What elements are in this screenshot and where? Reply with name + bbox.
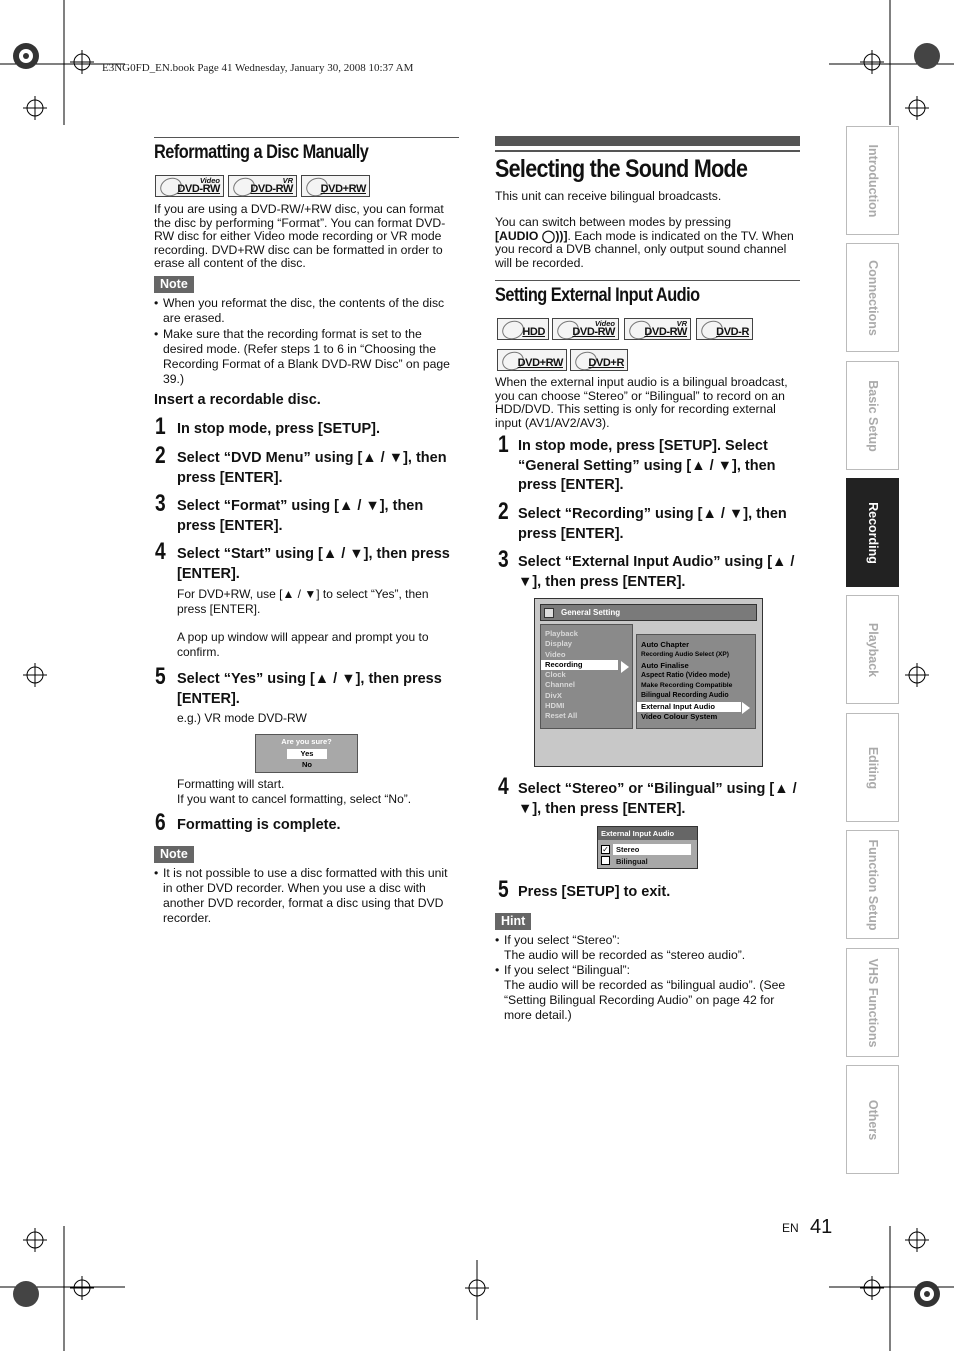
menu-item: HDMI <box>545 701 565 711</box>
hdd-logo: HDD <box>497 318 549 340</box>
section-rule <box>154 137 459 138</box>
step-number: 5 <box>155 663 166 690</box>
step-detail: If you want to cancel formatting, select “No”. <box>177 792 412 806</box>
step-number: 3 <box>155 490 166 517</box>
menu-item: Reset All <box>545 711 578 721</box>
step-number: 2 <box>155 442 166 469</box>
step-text: Select “Format” using [▲ / ▼], then press [ENTER]. <box>177 498 424 534</box>
step-text: In stop mode, press [SETUP]. Select “General Setting” using [▲ / ▼], then press [ENTER]. <box>518 438 776 493</box>
submenu-item: Auto Chapter <box>641 640 690 649</box>
recording-submenu <box>636 634 756 729</box>
step-number: 1 <box>498 431 509 458</box>
checkbox-checked-icon: ✓ <box>602 845 609 854</box>
tab-recording[interactable]: Recording <box>846 478 899 587</box>
note-item: • It is not possible to use a disc formatted with this unit in other DVD recorder. When you use a disc with another DVD recorder, format a disc using that DVD recorder. <box>154 866 459 926</box>
confirm-dialog <box>255 734 358 773</box>
arrow-right-icon <box>621 661 629 673</box>
tab-vhs-functions[interactable]: VHS Functions <box>846 948 899 1057</box>
dialog-no-option: No <box>302 760 312 769</box>
step-detail: For DVD+RW, use [▲ / ▼] to select “Yes”, then press [ENTER]. <box>177 587 429 616</box>
tab-basic-setup[interactable]: Basic Setup <box>846 361 899 470</box>
menu-title-bar <box>540 604 757 621</box>
dialog-title: Are you sure? <box>281 737 332 746</box>
note-badge: Note <box>154 276 194 293</box>
section-rule <box>495 280 800 281</box>
section-title: Reformatting a Disc Manually <box>154 142 369 163</box>
step-detail: Formatting will start. <box>177 777 285 791</box>
step-number: 4 <box>498 773 509 800</box>
step-text: Select “Start” using [▲ / ▼], then press [ENTER]. <box>177 546 450 582</box>
submenu-item: Video Colour System <box>641 712 718 722</box>
step-text: Formatting is complete. <box>177 817 341 833</box>
menu-item: Channel <box>545 680 575 690</box>
menu-category-list <box>540 624 633 729</box>
step-number: 6 <box>155 809 166 836</box>
insert-disc-instruction: Insert a recordable disc. <box>154 392 321 408</box>
tab-connections[interactable]: Connections <box>846 243 899 352</box>
step-text: Select “DVD Menu” using [▲ / ▼], then press [ENTER]. <box>177 450 447 486</box>
note-item: • Make sure that the recording format is set to the desired mode. (Refer steps 1 to 6 in “Choosing the Recording Format of a Blank DVD-RW Disc” on page 39.) <box>154 327 459 387</box>
step-number: 2 <box>498 498 509 525</box>
paragraph: This unit can receive bilingual broadcasts. <box>495 189 722 203</box>
page-number: 41 <box>810 1216 833 1238</box>
hint-item: • If you select “Stereo”: The audio will be recorded as “stereo audio”. <box>495 933 800 963</box>
submenu-item: Recording Audio Select (XP) <box>641 651 729 659</box>
hint-item: • If you select “Bilingual”: The audio will be recorded as “bilingual audio”. (See “Setting Bilingual Recording Audio” on page 42 for more detail.) <box>495 963 800 1023</box>
dvd-plus-rw-logo: DVD+RW <box>301 175 370 197</box>
example-caption: e.g.) VR mode DVD-RW <box>177 711 307 725</box>
submenu-item: Auto Finalise <box>641 660 689 670</box>
dvd-rw-vr-logo: VR DVD-RW <box>624 318 691 340</box>
step-text: In stop mode, press [SETUP]. <box>177 421 381 437</box>
checkbox-empty-icon <box>601 856 610 865</box>
step-number: 4 <box>155 538 166 565</box>
menu-item: DivX <box>545 690 562 700</box>
section-title: Setting External Input Audio <box>495 285 700 306</box>
wrench-icon <box>544 608 554 618</box>
tab-function-setup[interactable]: Function Setup <box>846 830 899 939</box>
menu-item: Playback <box>545 629 578 638</box>
step-text: Select “External Input Audio” using [▲ / ▼], then press [ENTER]. <box>518 554 795 590</box>
language-code: EN <box>782 1221 799 1235</box>
dvd-plus-rw-logo: DVD+RW <box>497 349 567 371</box>
general-setting-screen <box>534 598 763 767</box>
chapter-bar <box>495 136 800 146</box>
file-header: E3NG0FD_EN.book Page 41 Wednesday, January 30, 2008 10:37 AM <box>102 62 414 74</box>
menu-item: Display <box>545 639 573 649</box>
step-number: 1 <box>155 413 166 440</box>
tab-editing[interactable]: Editing <box>846 713 899 822</box>
note-badge: Note <box>154 846 194 863</box>
note-list <box>154 866 459 926</box>
tab-introduction[interactable]: Introduction <box>846 126 899 235</box>
step-number: 3 <box>498 546 509 573</box>
tab-others[interactable]: Others <box>846 1065 899 1174</box>
dvd-rw-vr-logo: VR DVD-RW <box>228 175 297 197</box>
submenu-item: Bilingual Recording Audio <box>641 692 729 700</box>
hint-badge: Hint <box>495 913 531 930</box>
paragraph: You can switch between modes by pressing [AUDIO ◯))]. Each mode is indicated on the TV. When you record a DVB channel, only output sound channel will be recorded. <box>495 215 794 270</box>
intro-paragraph: If you are using a DVD-RW/+RW disc, you can format the disc by performing “Format”. You can format DVD-RW disc for either Video mode recording or VR mode recording. DVD+RW disc can be formatted in order to erase all content of the disc. <box>154 202 446 271</box>
step-detail: A pop up window will appear and prompt you to confirm. <box>177 630 429 659</box>
chapter-bar-thin <box>495 150 800 152</box>
note-list <box>154 296 459 387</box>
dvd-rw-video-logo: Video DVD-RW <box>155 175 224 197</box>
dvd-plus-r-logo: DVD+R <box>570 349 628 371</box>
arrow-right-icon <box>742 702 750 714</box>
step-text: Press [SETUP] to exit. <box>518 884 671 900</box>
menu-item-selected: Recording <box>541 660 618 670</box>
submenu-item-selected: External Input Audio <box>637 702 741 712</box>
menu-item: Clock <box>545 670 566 680</box>
option-bilingual: Bilingual <box>616 857 648 866</box>
chapter-title: Selecting the Sound Mode <box>495 155 748 183</box>
step-text: Select “Recording” using [▲ / ▼], then press [ENTER]. <box>518 506 787 542</box>
dialog-yes-option: Yes <box>287 749 327 759</box>
dialog-title: External Input Audio <box>598 827 697 840</box>
menu-item: Video <box>545 649 566 659</box>
dvd-r-logo: DVD-R <box>696 318 753 340</box>
tab-playback[interactable]: Playback <box>846 595 899 704</box>
intro-paragraph: When the external input audio is a bilingual broadcast, you can choose “Stereo” or “Bilingual” to record on an HDD/DVD. This setting is only for recording external input (AV1/AV2/AV3). <box>495 375 788 430</box>
submenu-item: Aspect Ratio (Video mode) <box>641 671 730 679</box>
menu-title: General Setting <box>561 608 621 617</box>
note-item: • When you reformat the disc, the contents of the disc are erased. <box>154 296 459 326</box>
dvd-rw-video-logo: Video DVD-RW <box>552 318 619 340</box>
hint-list <box>495 933 800 1023</box>
option-stereo: Stereo <box>613 844 691 855</box>
step-text: Select “Yes” using [▲ / ▼], then press [ENTER]. <box>177 671 442 707</box>
submenu-item: Make Recording Compatible <box>641 682 733 690</box>
step-text: Select “Stereo” or “Bilingual” using [▲ / ▼], then press [ENTER]. <box>518 781 797 817</box>
step-number: 5 <box>498 876 509 903</box>
external-input-audio-dialog <box>597 826 698 869</box>
